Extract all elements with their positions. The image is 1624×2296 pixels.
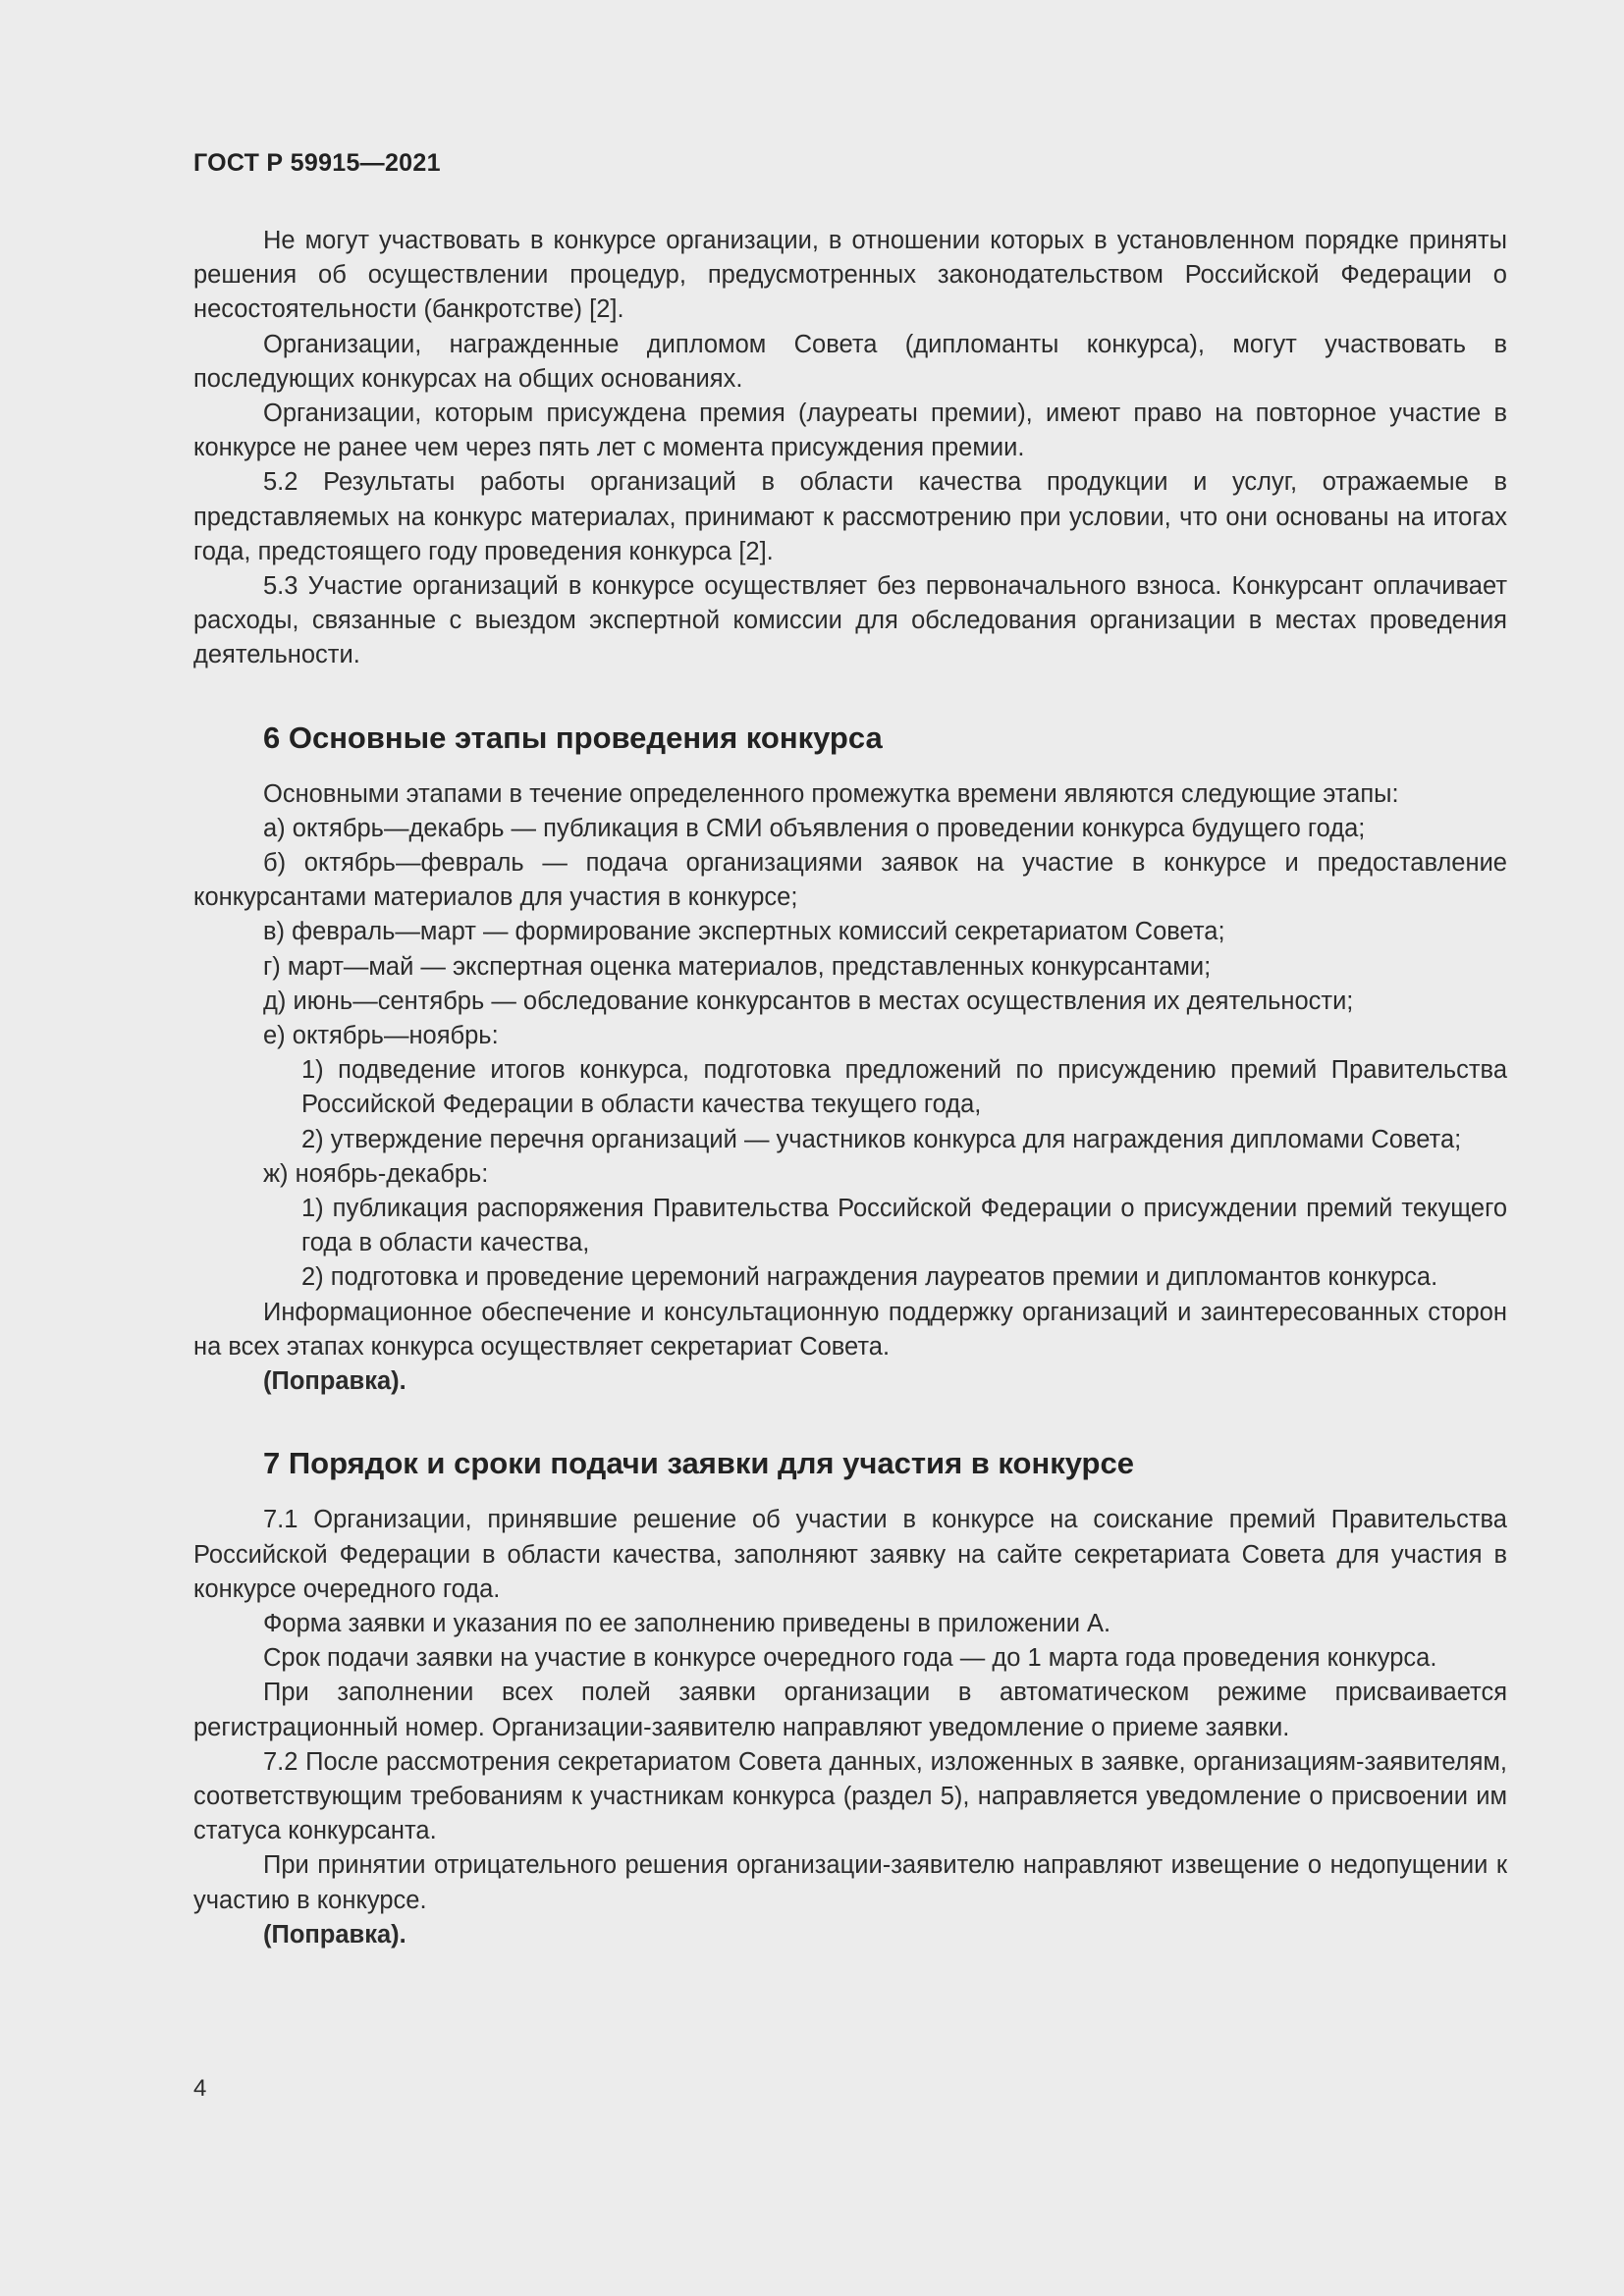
paragraph-7-2: 7.2 После рассмотрения секретариатом Совета данных, изложенных в заявке, организациям-заявителям, соответствующим требованиям к участникам конкурса (раздел 5), направляется уведомление о присвоении им статуса конкурсанта. [193, 1747, 1507, 1845]
paragraph-refusal: При принятии отрицательного решения организации-заявителю направляют извещение о недопущении к участию в конкурсе. [193, 1851, 1507, 1914]
list-item-e: е) октябрь—ноябрь: [263, 1022, 499, 1050]
section-6-intro: Основными этапами в течение определенного промежутка времени являются следующие этапы: [263, 779, 1399, 808]
paragraph: Не могут участвовать в конкурсе организации, в отношении которых в установленном порядке приняты решения об осуществлении процедур, предусмотренных законодательством Российской Федерации о несостоятельности (банкротстве) [2]. [193, 227, 1507, 324]
paragraph-form: Форма заявки и указания по ее заполнению приведены в приложении А. [263, 1609, 1111, 1637]
list-item-v: в) февраль—март — формирование экспертных комиссий секретариатом Совета; [263, 918, 1225, 946]
amendment-note: (Поправка). [263, 1920, 406, 1949]
paragraph-deadline: Срок подачи заявки на участие в конкурсе очередного года — до 1 марта года проведения конкурса. [263, 1644, 1437, 1673]
page-number: 4 [193, 2075, 207, 2102]
section-6-heading: 6 Основные этапы проведения конкурса [263, 720, 883, 755]
paragraph: Организации, награжденные дипломом Совета (дипломанты конкурса), могут участвовать в последующих конкурсах на общих основаниях. [193, 330, 1507, 393]
list-item-g: г) март—май — экспертная оценка материалов, представленных конкурсантами; [263, 952, 1212, 981]
list-item-a: а) октябрь—декабрь — публикация в СМИ объявления о проведении конкурса будущего года; [263, 814, 1366, 842]
paragraph-registration: При заполнении всех полей заявки организации в автоматическом режиме присваивается регистрационный номер. Организации-заявителю направляют уведомление о приеме заявки. [193, 1679, 1507, 1741]
amendment-note: (Поправка). [263, 1367, 406, 1396]
document-body [193, 224, 1507, 1952]
paragraph: Организации, которым присуждена премия (лауреаты премии), имеют право на повторное участие в конкурсе не ранее чем через пять лет с момента присуждения премии. [193, 400, 1507, 462]
standard-code: ГОСТ Р 59915—2021 [193, 149, 441, 177]
sub-item-e1: 1) подведение итогов конкурса, подготовка предложений по присуждению премий Правительства Российской Федерации в области качества текущего года, [301, 1056, 1507, 1119]
list-item-d: д) июнь—сентябрь — обследование конкурсантов в местах осуществления их деятельности; [263, 987, 1354, 1015]
sub-item-zh2: 2) подготовка и проведение церемоний награждения лауреатов премии и дипломантов конкурса. [301, 1263, 1438, 1292]
list-item-zh: ж) ноябрь-декабрь: [263, 1159, 489, 1188]
sub-item-e2: 2) утверждение перечня организаций — участников конкурса для награждения дипломами Совета; [301, 1125, 1462, 1153]
sub-item-zh1: 1) публикация распоряжения Правительства Российской Федерации о присуждении премий текущего года в области качества, [301, 1195, 1507, 1257]
paragraph-info: Информационное обеспечение и консультационную поддержку организаций и заинтересованных сторон на всех этапах конкурса осуществляет секретариат Совета. [193, 1298, 1507, 1361]
section-7-heading: 7 Порядок и сроки подачи заявки для участия в конкурсе [263, 1446, 1134, 1481]
paragraph-7-1: 7.1 Организации, принявшие решение об участии в конкурсе на соискание премий Правительства Российской Федерации в области качества, заполняют заявку на сайте секретариата Совета для участия в конкурсе очередного года. [193, 1506, 1507, 1603]
paragraph-5-3: 5.3 Участие организаций в конкурсе осуществляет без первоначального взноса. Конкурсант оплачивает расходы, связанные с выездом экспертной комиссии для обследования организации в местах проведения деятельности. [193, 572, 1507, 669]
list-item-b: б) октябрь—февраль — подача организациями заявок на участие в конкурсе и предоставление конкурсантами материалов для участия в конкурсе; [193, 849, 1507, 912]
paragraph-5-2: 5.2 Результаты работы организаций в области качества продукции и услуг, отражаемые в представляемых на конкурс материалах, принимают к рассмотрению при условии, что они основаны на итогах года, предстоящего году проведения конкурса [2]. [193, 468, 1507, 565]
